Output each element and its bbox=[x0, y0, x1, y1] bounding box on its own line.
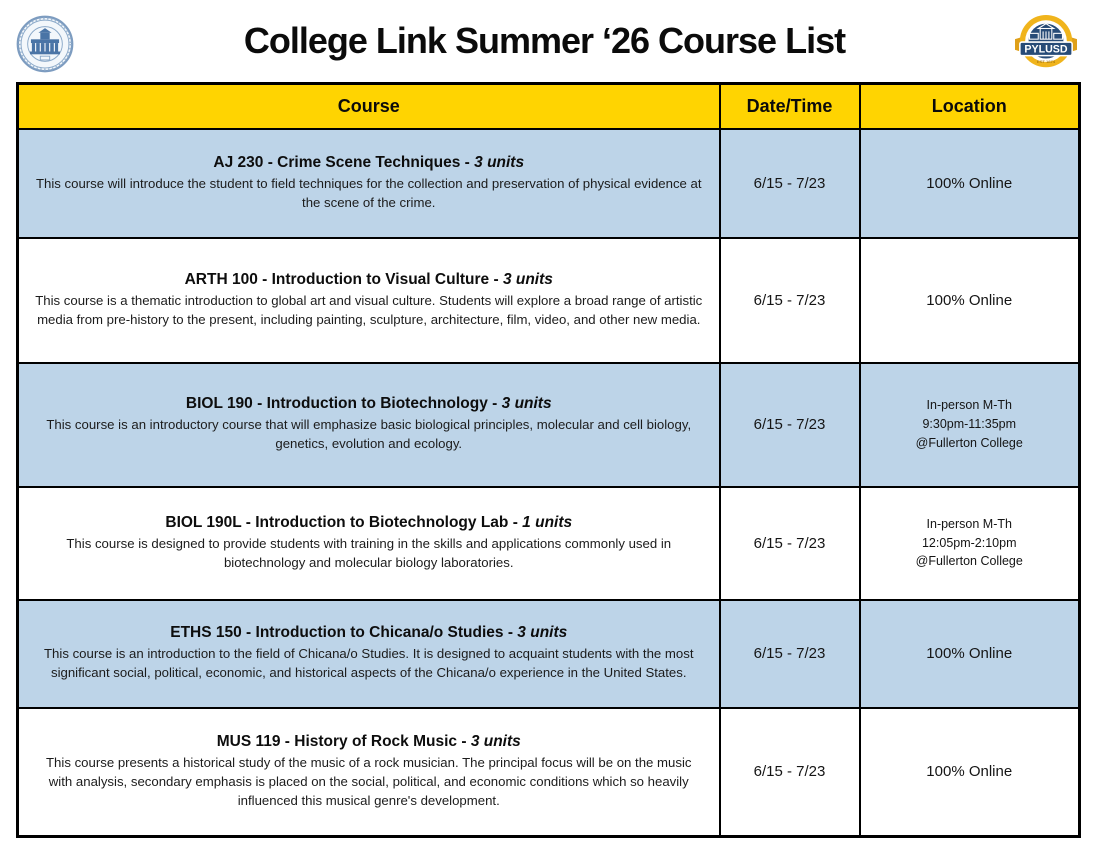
course-description: This course will introduce the student to field techniques for the collection and preservation of physical evidence at the scene of the crime. bbox=[35, 175, 702, 210]
course-units: 3 units bbox=[501, 395, 552, 413]
course-units: 3 units bbox=[502, 270, 553, 288]
course-title-text: MUS 119 - History of Rock Music - bbox=[216, 733, 471, 751]
table-header-row bbox=[18, 84, 1080, 129]
page-title: College Link Summer ‘26 Course List bbox=[243, 20, 846, 61]
location-line: @Fullerton College bbox=[915, 554, 1023, 569]
table-row bbox=[18, 363, 1080, 487]
course-title bbox=[29, 154, 709, 172]
course-description: This course is a thematic introduction to global art and visual culture. Students will explore a broad range of artistic media from pre-history to the present, including painting, sculpture, architecture, film, video, and other new media. bbox=[35, 292, 703, 327]
date-cell: 6/15 - 7/23 bbox=[720, 600, 860, 708]
course-units: 3 units bbox=[517, 624, 568, 642]
table-row bbox=[18, 129, 1080, 238]
location-line: In-person M-Th bbox=[926, 516, 1012, 531]
location-cell bbox=[860, 708, 1080, 837]
table-row bbox=[18, 487, 1080, 600]
course-title bbox=[29, 733, 709, 751]
course-title-text: ARTH 100 - Introduction to Visual Culture - bbox=[184, 270, 503, 288]
course-title bbox=[29, 624, 709, 642]
table-row bbox=[18, 238, 1080, 363]
column-header-datetime: Date/Time bbox=[720, 84, 860, 129]
pylusd-badge-text: PYLUSD bbox=[1024, 43, 1068, 56]
pylusd-badge-icon bbox=[1013, 13, 1079, 75]
course-title-text: BIOL 190L - Introduction to Biotechnology Lab - bbox=[165, 513, 523, 531]
location-cell bbox=[860, 600, 1080, 708]
column-header-location: Location bbox=[860, 84, 1080, 129]
location-line: 100% Online bbox=[926, 645, 1013, 662]
course-title-text: ETHS 150 - Introduction to Chicana/o Studies - bbox=[170, 624, 518, 642]
course-title bbox=[29, 395, 709, 413]
location-line: 9:30pm-11:35pm bbox=[922, 417, 1017, 432]
location-line: 100% Online bbox=[926, 291, 1013, 309]
pylusd-badge-subtext: EST 1874 bbox=[1037, 58, 1055, 64]
location-cell bbox=[860, 363, 1080, 487]
date-cell: 6/15 - 7/23 bbox=[720, 487, 860, 600]
course-title bbox=[29, 514, 709, 532]
pylusd-badge-logo bbox=[1013, 13, 1079, 75]
course-description: This course presents a historical study of the music of a rock musician. The principal focus will be on the music with analysis, secondary emphasis is placed on the social, political, and economic conditions which so heavily influenced this musical genre's development. bbox=[46, 755, 692, 808]
course-title bbox=[29, 271, 709, 289]
table-row bbox=[18, 600, 1080, 708]
course-cell bbox=[18, 708, 720, 837]
column-header-course: Course bbox=[18, 84, 720, 129]
date-cell: 6/15 - 7/23 bbox=[720, 129, 860, 238]
location-line: 100% Online bbox=[926, 763, 1013, 781]
course-units: 3 units bbox=[470, 733, 521, 751]
course-cell bbox=[18, 487, 720, 600]
masthead bbox=[0, 0, 1093, 82]
location-cell bbox=[860, 487, 1080, 600]
course-cell bbox=[18, 238, 720, 363]
location-line: In-person M-Th bbox=[926, 398, 1012, 413]
location-cell bbox=[860, 238, 1080, 363]
course-description: This course is an introduction to the field of Chicana/o Studies. It is designed to acquaint students with the most significant social, political, economic, and historical aspects of the Chicana/o experience in the United States. bbox=[44, 646, 694, 680]
course-units: 1 units bbox=[522, 513, 573, 531]
course-description: This course is an introductory course that will emphasize basic biological principles, molecular and cell biology, genetics, evolution and ecology. bbox=[46, 417, 692, 451]
course-cell bbox=[18, 600, 720, 708]
fullerton-college-seal-logo bbox=[14, 14, 76, 74]
college-seal-icon bbox=[14, 14, 76, 74]
date-cell: 6/15 - 7/23 bbox=[720, 238, 860, 363]
table-row bbox=[18, 708, 1080, 837]
course-table bbox=[16, 82, 1081, 838]
course-description: This course is designed to provide students with training in the skills and applications commonly used in biotechnology and molecular biology laboratories. bbox=[66, 535, 672, 570]
location-cell bbox=[860, 129, 1080, 238]
location-line: 100% Online bbox=[926, 174, 1013, 192]
course-title-text: AJ 230 - Crime Scene Techniques - bbox=[213, 153, 475, 171]
course-cell bbox=[18, 129, 720, 238]
course-title-text: BIOL 190 - Introduction to Biotechnology - bbox=[185, 395, 502, 413]
location-line: @Fullerton College bbox=[915, 435, 1023, 450]
location-line: 12:05pm-2:10pm bbox=[921, 535, 1017, 550]
date-cell: 6/15 - 7/23 bbox=[720, 708, 860, 837]
date-cell: 6/15 - 7/23 bbox=[720, 363, 860, 487]
course-cell bbox=[18, 363, 720, 487]
course-units: 3 units bbox=[474, 153, 525, 171]
